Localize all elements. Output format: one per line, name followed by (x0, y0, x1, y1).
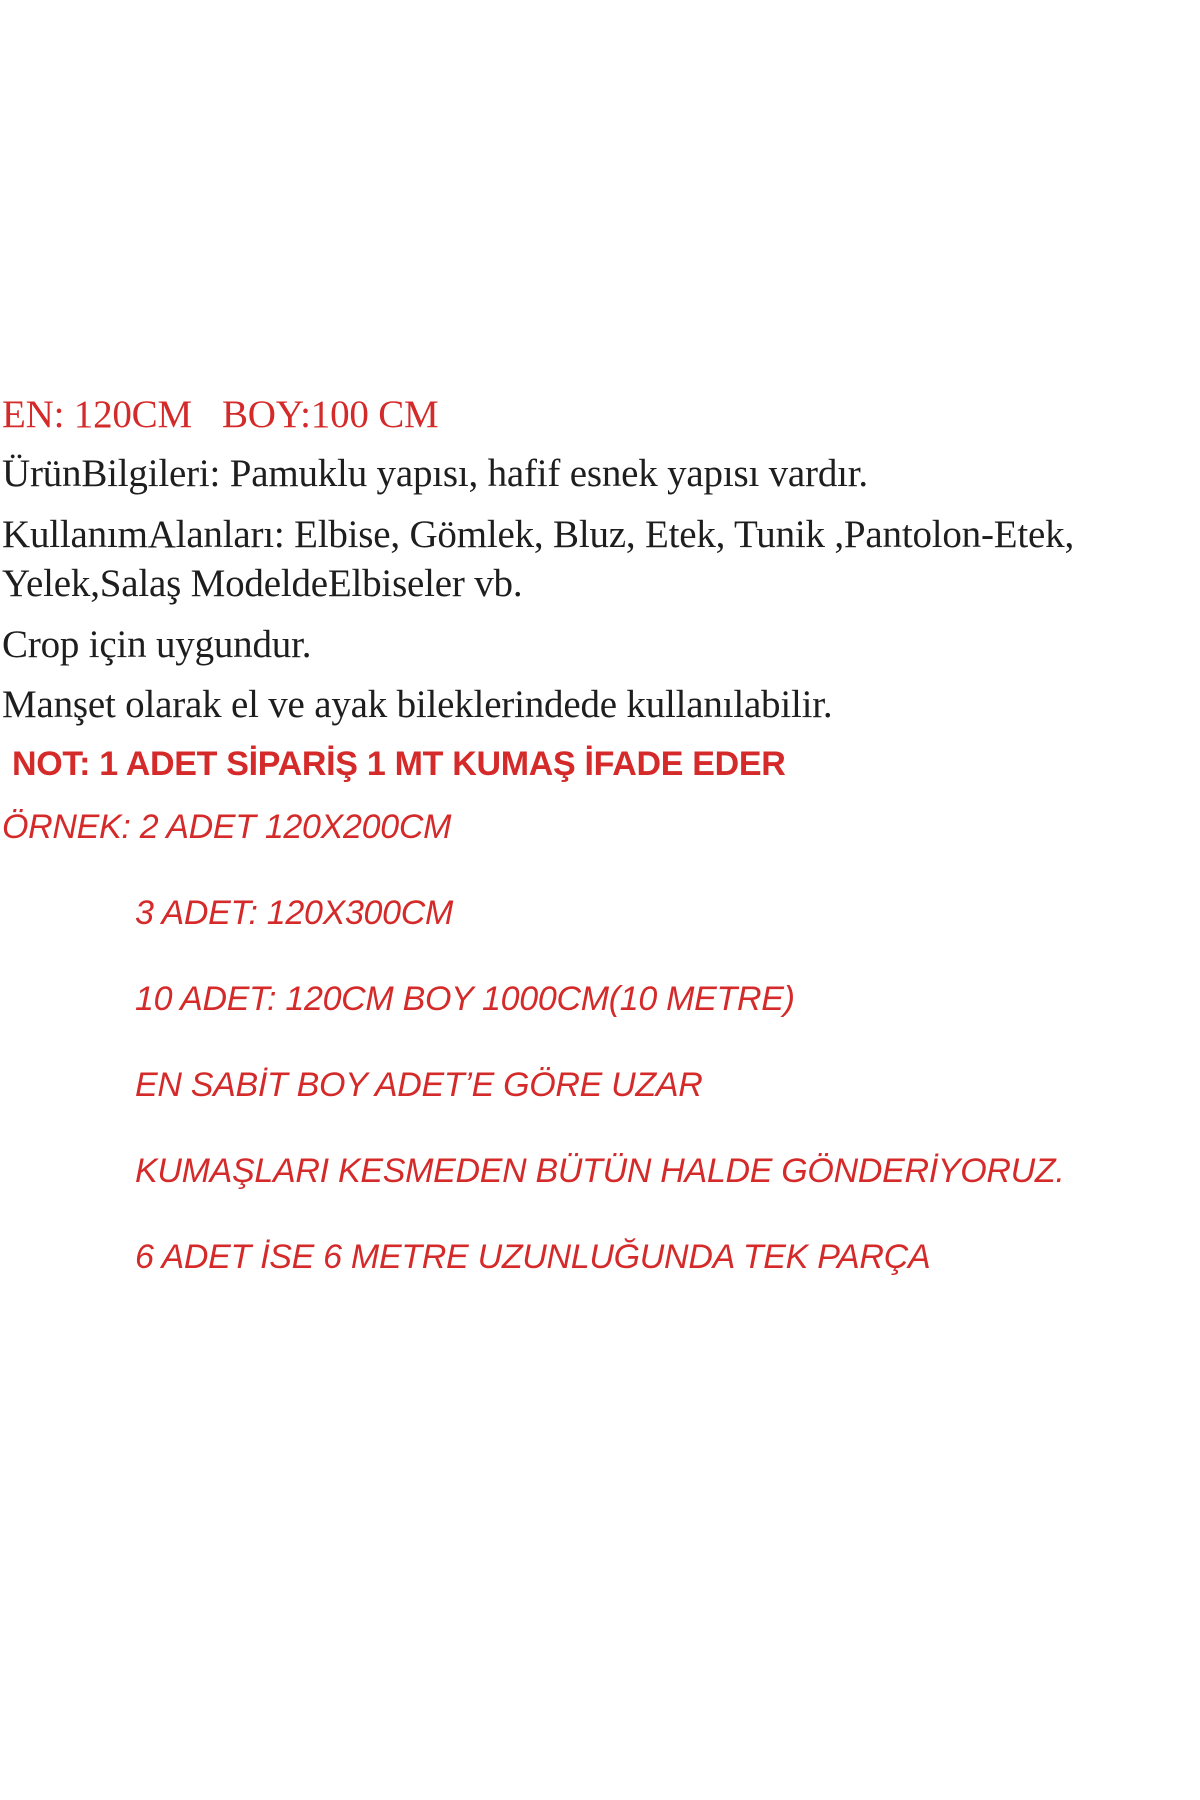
usage-areas-line-1: KullanımAlanları: Elbise, Gömlek, Bluz, Etek, Tunik ,Pantolon-Etek, (2, 513, 1074, 556)
example-item-text: 3 ADET: 120X300CM (135, 894, 454, 932)
cuff-note-text: Manşet olarak el ve ayak bileklerindede kullanılabilir. (2, 683, 833, 726)
length-text: BOY:100 CM (221, 393, 439, 436)
product-info-text: ÜrünBilgileri: Pamuklu yapısı, hafif esnek yapısı vardır. (2, 452, 868, 495)
example-item-text: 6 ADET İSE 6 METRE UZUNLUĞUNDA TEK PARÇA (135, 1238, 931, 1276)
width-text: EN: 120CM (2, 393, 192, 436)
example-item-text: KUMAŞLARI KESMEDEN BÜTÜN HALDE GÖNDERİYORUZ. (135, 1152, 1065, 1190)
example-item-text: EN SABİT BOY ADET’E GÖRE UZAR (135, 1066, 703, 1104)
order-note-text: NOT: 1 ADET SİPARİŞ 1 MT KUMAŞ İFADE EDER (12, 745, 786, 783)
example-item-text: 10 ADET: 120CM BOY 1000CM(10 METRE) (135, 980, 795, 1018)
usage-areas-line-2: Yelek,Salaş ModeldeElbiseler vb. (2, 562, 523, 605)
dimensions-line (2, 392, 439, 437)
crop-note-text: Crop için uygundur. (2, 623, 312, 666)
example-heading-text: ÖRNEK: 2 ADET 120X200CM (2, 808, 452, 846)
